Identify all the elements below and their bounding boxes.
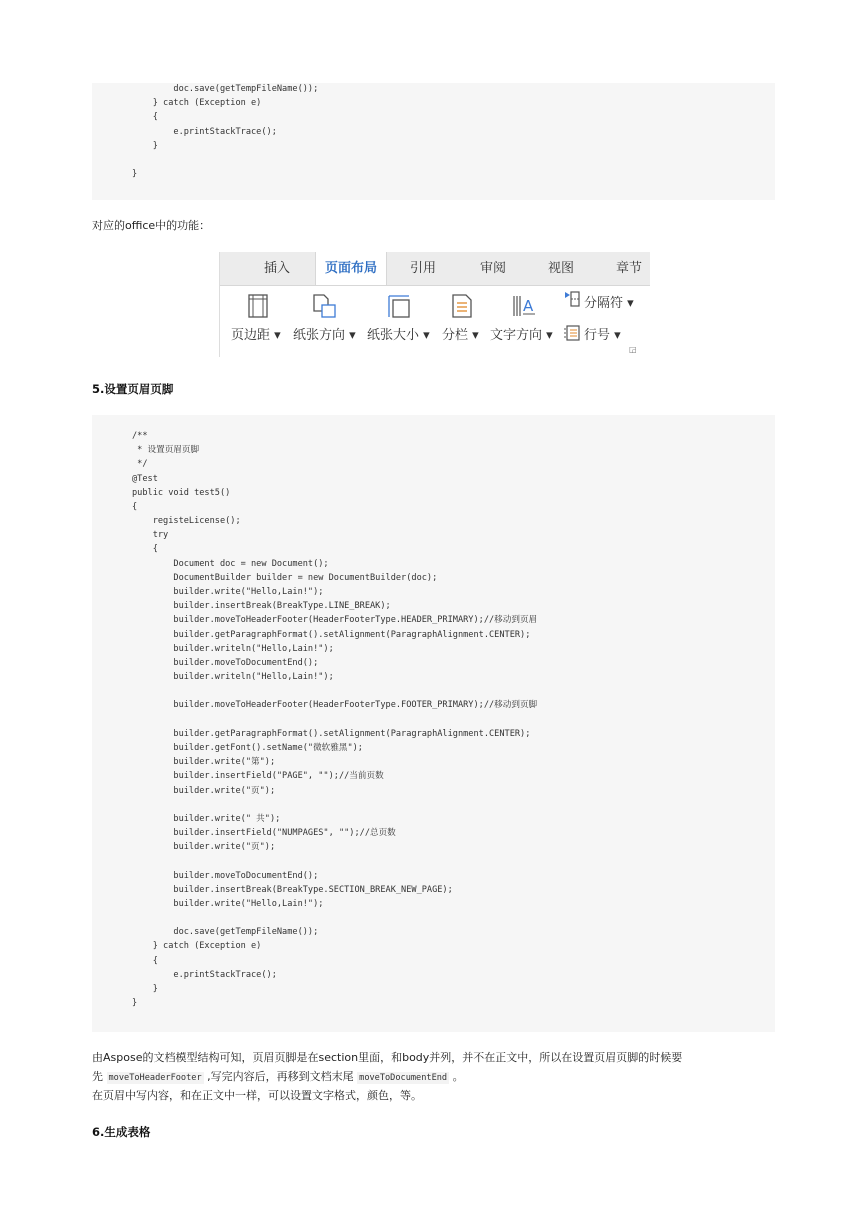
breaks-icon[interactable] [563, 290, 581, 308]
code-line: builder.write("Hello,Lain!"); [132, 586, 324, 597]
explanation-line-1: 由Aspose的文档模型结构可知，页眉页脚是在section里面，和body并列，并不在正文中，所以在设置页眉页脚的时候要 [92, 1051, 683, 1064]
tab-view[interactable]: 视图 [547, 261, 574, 276]
code-line: builder.write("页"); [132, 842, 276, 853]
explanation-line-2-prefix: 先 [92, 1070, 107, 1083]
margins-icon[interactable] [244, 292, 272, 320]
code-line: DocumentBuilder builder = new DocumentBuilder(doc); [132, 572, 438, 583]
code-line: doc.save(getTempFileName()); [132, 927, 319, 938]
breaks-label: 分隔符 ▾ [584, 296, 634, 311]
code-line: { [132, 112, 158, 123]
dialog-launcher-icon[interactable]: ◲ [629, 345, 637, 354]
code-line: { [132, 501, 138, 512]
code-line: builder.moveToDocumentEnd(); [132, 870, 319, 881]
code-line: { [132, 544, 158, 555]
margins-label: 页边距 ▾ [231, 328, 281, 343]
section-6-heading: 6.生成表格 [92, 1125, 151, 1139]
line-numbers-label: 行号 ▾ [584, 328, 621, 343]
text-direction-label: 文字方向 ▾ [490, 328, 553, 343]
code-line: builder.write(" 共"); [132, 813, 281, 824]
code-line: */ [132, 459, 148, 470]
explanation-line-2-suffix: 。 [449, 1070, 464, 1083]
tab-chapter[interactable]: 章节 [615, 261, 642, 276]
code-line: builder.insertBreak(BreakType.SECTION_BREAK_NEW_PAGE); [132, 884, 453, 895]
code-line: builder.write("Hello,Lain!"); [132, 898, 324, 909]
code-block-section-5 [92, 415, 775, 1032]
inline-code-move-to-header-footer: moveToHeaderFooter [108, 1073, 202, 1083]
code-line: builder.moveToDocumentEnd(); [132, 657, 319, 668]
code-line: builder.getParagraphFormat().setAlignment(ParagraphAlignment.CENTER); [132, 728, 531, 739]
code-line: Document doc = new Document(); [132, 558, 329, 569]
code-line: builder.insertBreak(BreakType.LINE_BREAK); [132, 601, 391, 612]
code-line: builder.write("第"); [132, 757, 276, 768]
code-line: builder.moveToHeaderFooter(HeaderFooterType.HEADER_PRIMARY);//移动到页眉 [132, 615, 538, 626]
section-5-heading: 5.设置页眉页脚 [92, 382, 174, 396]
code-block-top [92, 83, 775, 200]
code-line: } catch (Exception e) [132, 98, 262, 109]
code-line: registeLicense(); [132, 516, 241, 527]
text-direction-icon[interactable] [510, 292, 538, 320]
tab-page-layout[interactable]: 页面布局 [315, 252, 387, 285]
office-caption: 对应的office中的功能： [92, 219, 211, 232]
code-line: } [132, 998, 138, 1009]
orientation-label: 纸张方向 ▾ [293, 328, 356, 343]
tab-references[interactable]: 引用 [409, 261, 436, 276]
svg-text:A: A [523, 297, 534, 315]
line-numbers-icon[interactable] [563, 324, 581, 342]
explanation-line-2 [92, 1069, 464, 1086]
code-line: builder.moveToHeaderFooter(HeaderFooterType.FOOTER_PRIMARY);//移动到页脚 [132, 700, 538, 711]
tab-insert[interactable]: 插入 [263, 261, 290, 276]
paper-size-icon[interactable] [385, 292, 413, 320]
code-line: builder.insertField("NUMPAGES", "");//总页数 [132, 828, 396, 839]
code-line: try [132, 530, 169, 541]
code-line: } [132, 140, 158, 151]
code-line: } [132, 169, 138, 180]
code-line: builder.insertField("PAGE", "");//当前页数 [132, 771, 384, 782]
columns-label: 分栏 ▾ [442, 328, 479, 343]
office-ribbon-image [219, 252, 650, 357]
code-line: builder.getParagraphFormat().setAlignment(ParagraphAlignment.CENTER); [132, 629, 531, 640]
code-line: /** [132, 431, 148, 441]
code-line: public void test5() [132, 487, 231, 498]
code-line: builder.write("页"); [132, 785, 276, 796]
ribbon-tab-bar [220, 252, 650, 285]
code-line: { [132, 955, 158, 966]
tab-review[interactable]: 审阅 [479, 261, 506, 276]
code-line: } [132, 984, 158, 995]
code-line: builder.writeln("Hello,Lain!"); [132, 643, 334, 654]
code-line: @Test [132, 473, 158, 484]
code-line: } catch (Exception e) [132, 941, 262, 952]
code-line: e.printStackTrace(); [132, 126, 277, 137]
explanation-line-2-mid: ,写完内容后，再移到文档末尾 [203, 1070, 358, 1083]
explanation-line-3: 在页眉中写内容，和在正文中一样，可以设置文字格式，颜色，等。 [92, 1089, 422, 1102]
orientation-icon[interactable] [310, 292, 338, 320]
inline-code-move-to-document-end: moveToDocumentEnd [359, 1073, 448, 1083]
columns-icon[interactable] [448, 292, 476, 320]
code-line: builder.getFont().setName("微软雅黑"); [132, 742, 363, 753]
paper-size-label: 纸张大小 ▾ [367, 328, 430, 343]
code-line: builder.writeln("Hello,Lain!"); [132, 672, 334, 683]
code-line: doc.save(getTempFileName()); [132, 84, 319, 94]
code-line: e.printStackTrace(); [132, 969, 277, 980]
code-line: * 设置页眉页脚 [132, 445, 200, 456]
